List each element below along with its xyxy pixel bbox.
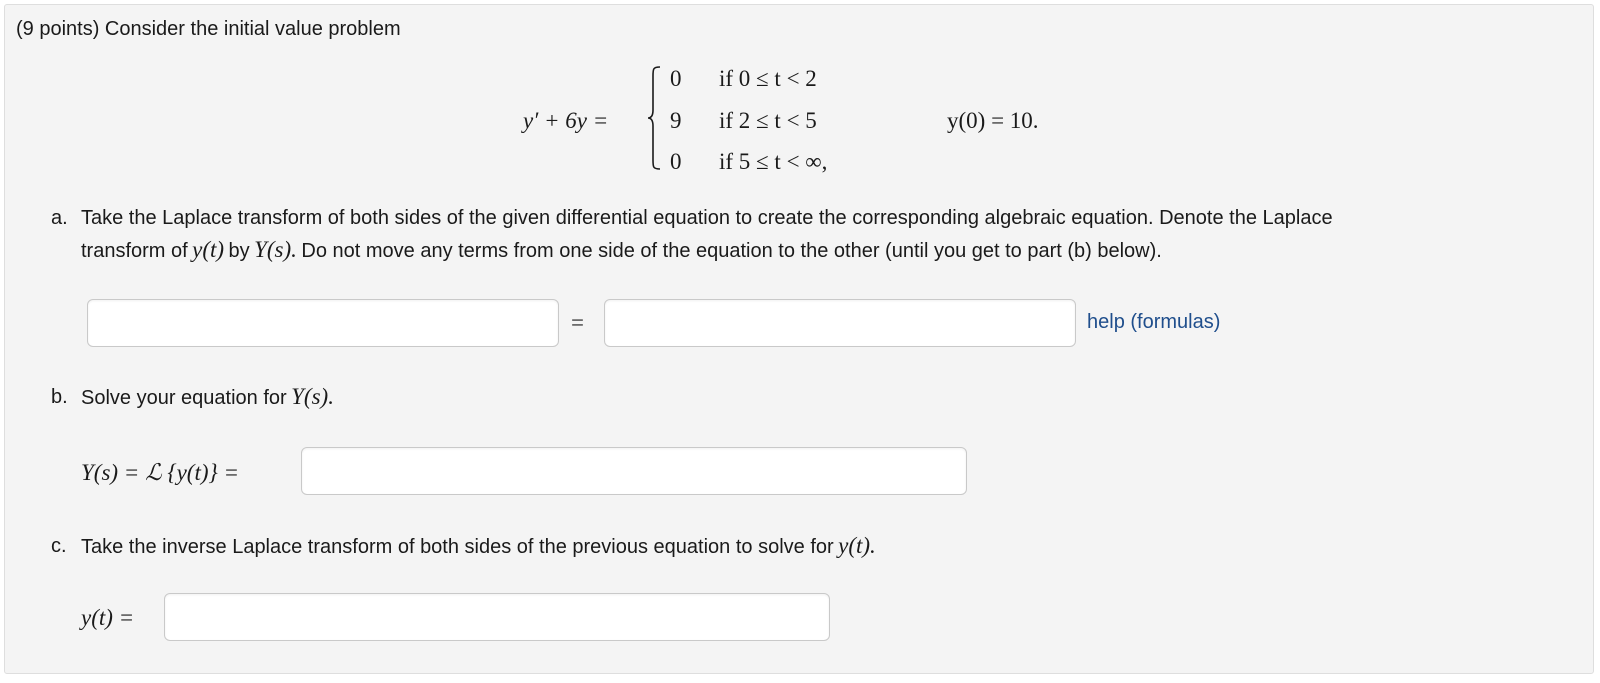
part-c-text — [81, 533, 876, 559]
part-c-label: c. — [51, 535, 67, 557]
case-value-3: 0 — [670, 149, 682, 174]
part-a-right-input[interactable] — [604, 299, 1076, 347]
part-a-line2-pre: transform of — [81, 240, 188, 262]
case-condition-2: if 2 ≤ t < 5 — [719, 108, 817, 133]
part-b-answer-label: Y(s) = ℒ {y(t)} = — [81, 460, 239, 485]
part-a-line2-post: Do not move any terms from one side of the equation to the other (until you get to part (b) below). — [301, 240, 1162, 262]
initial-condition: y(0) = 10. — [947, 108, 1039, 133]
part-b-label: b. — [51, 386, 68, 408]
problem-header: (9 points) Consider the initial value problem — [16, 18, 401, 40]
left-brace-icon — [647, 66, 661, 170]
part-a-text-line1: Take the Laplace transform of both sides of the given differential equation to create the corresponding algebraic equation. Denote the Laplace — [81, 207, 1333, 229]
part-c-answer-input[interactable] — [164, 593, 830, 641]
part-a-label: a. — [51, 207, 68, 229]
case-value-2: 9 — [670, 108, 682, 133]
part-a-line2-y: y(t) — [192, 237, 225, 262]
part-a-equals: = — [571, 310, 584, 335]
part-a-text-line2 — [81, 237, 1162, 263]
case-condition-1: if 0 ≤ t < 2 — [719, 66, 817, 91]
part-a-line2-Y: Y(s). — [254, 237, 297, 262]
part-b-text-main: Solve your equation for — [81, 387, 287, 409]
help-formulas-link[interactable]: help (formulas) — [1087, 311, 1221, 333]
part-c-var: y(t). — [838, 533, 876, 558]
part-b-text — [81, 384, 334, 410]
part-b-var: Y(s). — [291, 384, 334, 409]
case-value-1: 0 — [670, 66, 682, 91]
case-condition-3: if 5 ≤ t < ∞, — [719, 149, 828, 174]
part-a-line2-by: by — [228, 240, 250, 262]
equation-lhs: y′ + 6y = — [523, 108, 609, 133]
part-c-answer-label: y(t) = — [81, 605, 135, 630]
part-c-text-main: Take the inverse Laplace transform of both sides of the previous equation to solve for — [81, 536, 834, 558]
part-b-answer-input[interactable] — [301, 447, 967, 495]
part-a-left-input[interactable] — [87, 299, 559, 347]
